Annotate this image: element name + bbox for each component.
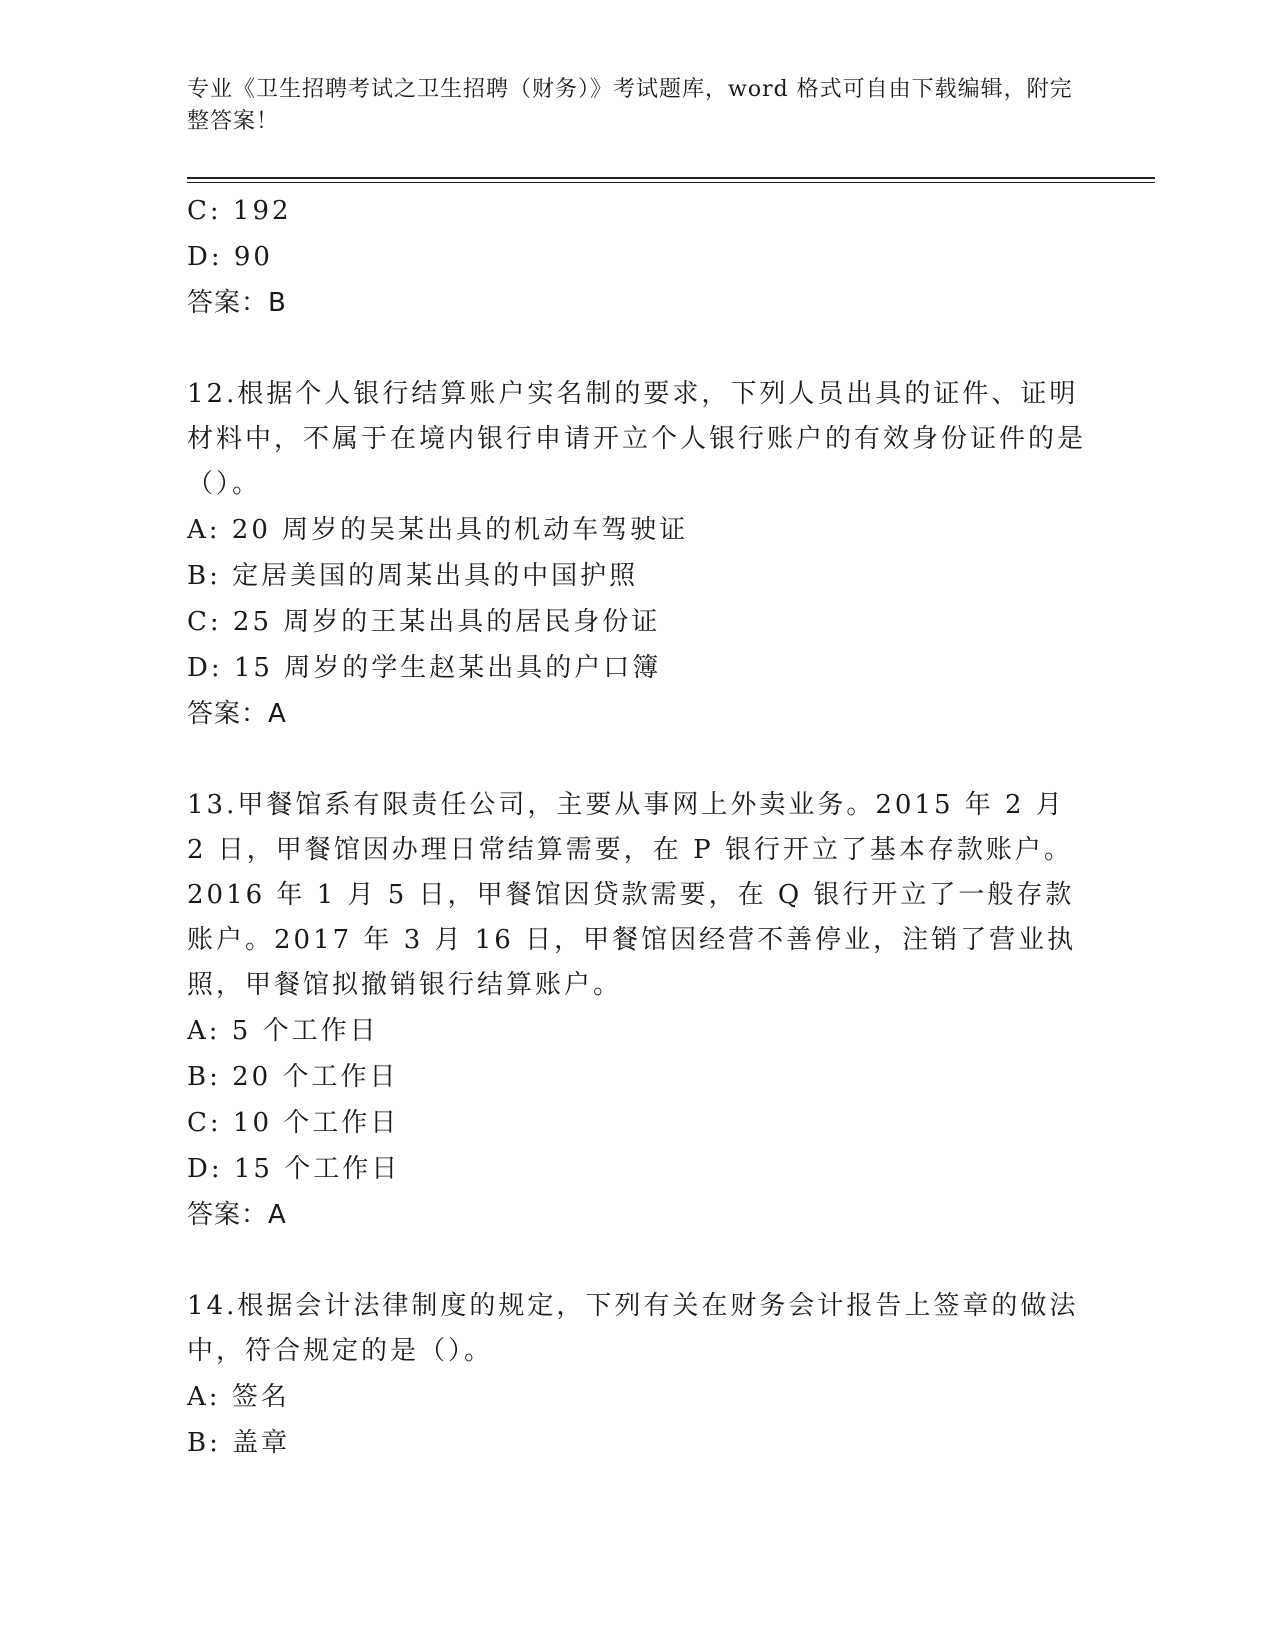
answer-line: 答案：A xyxy=(187,1200,287,1230)
answer-line: 答案：A xyxy=(187,699,287,729)
option-c: C: 25 周岁的王某出具的居民身份证 xyxy=(187,607,661,637)
option-d: D: 90 xyxy=(187,242,273,272)
question-14 xyxy=(187,1284,1087,1466)
question-12 xyxy=(187,372,1087,737)
option-d: D: 15 周岁的学生赵某出具的户口簿 xyxy=(187,653,662,683)
option-a: A: 签名 xyxy=(187,1382,290,1412)
option-b: B: 20 个工作日 xyxy=(187,1062,399,1092)
option-d: D: 15 个工作日 xyxy=(187,1154,401,1184)
question-stem: 13.甲餐馆系有限责任公司，主要从事网上外卖业务。2015 年 2 月 2 日，甲餐馆因办理日常结算需要，在 P 银行开立了基本存款账户。2016 年 1 月 5 日，甲餐馆因贷款需要，在 Q 银行开立了一般存款账户。2017 年 3 月 16 日，甲餐馆因经营不善停业，注销了营业执照，甲餐馆拟撤销银行结算账户。 xyxy=(187,790,1077,1000)
question-stem: 12.根据个人银行结算账户实名制的要求，下列人员出具的证件、证明材料中，不属于在境内银行申请开立个人银行账户的有效身份证件的是（）。 xyxy=(187,379,1087,499)
header-rule-thick xyxy=(187,177,1155,179)
previous-question-tail xyxy=(187,188,1087,326)
option-a: A: 20 周岁的吴某出具的机动车驾驶证 xyxy=(187,515,689,545)
option-c: C: 10 个工作日 xyxy=(187,1108,400,1138)
question-stem: 14.根据会计法律制度的规定，下列有关在财务会计报告上签章的做法中，符合规定的是（）。 xyxy=(187,1291,1079,1366)
header-rule-thin xyxy=(187,182,1155,183)
option-c: C: 192 xyxy=(187,196,292,226)
option-b: B: 盖章 xyxy=(187,1428,291,1458)
document-header: 专业《卫生招聘考试之卫生招聘（财务）》考试题库，word 格式可自由下载编辑，附完整答案！ xyxy=(187,77,1073,134)
option-a: A: 5 个工作日 xyxy=(187,1016,379,1046)
answer-line: 答案：B xyxy=(187,288,287,318)
option-b: B: 定居美国的周某出具的中国护照 xyxy=(187,561,639,591)
question-content xyxy=(187,188,1087,1466)
question-13 xyxy=(187,783,1087,1238)
